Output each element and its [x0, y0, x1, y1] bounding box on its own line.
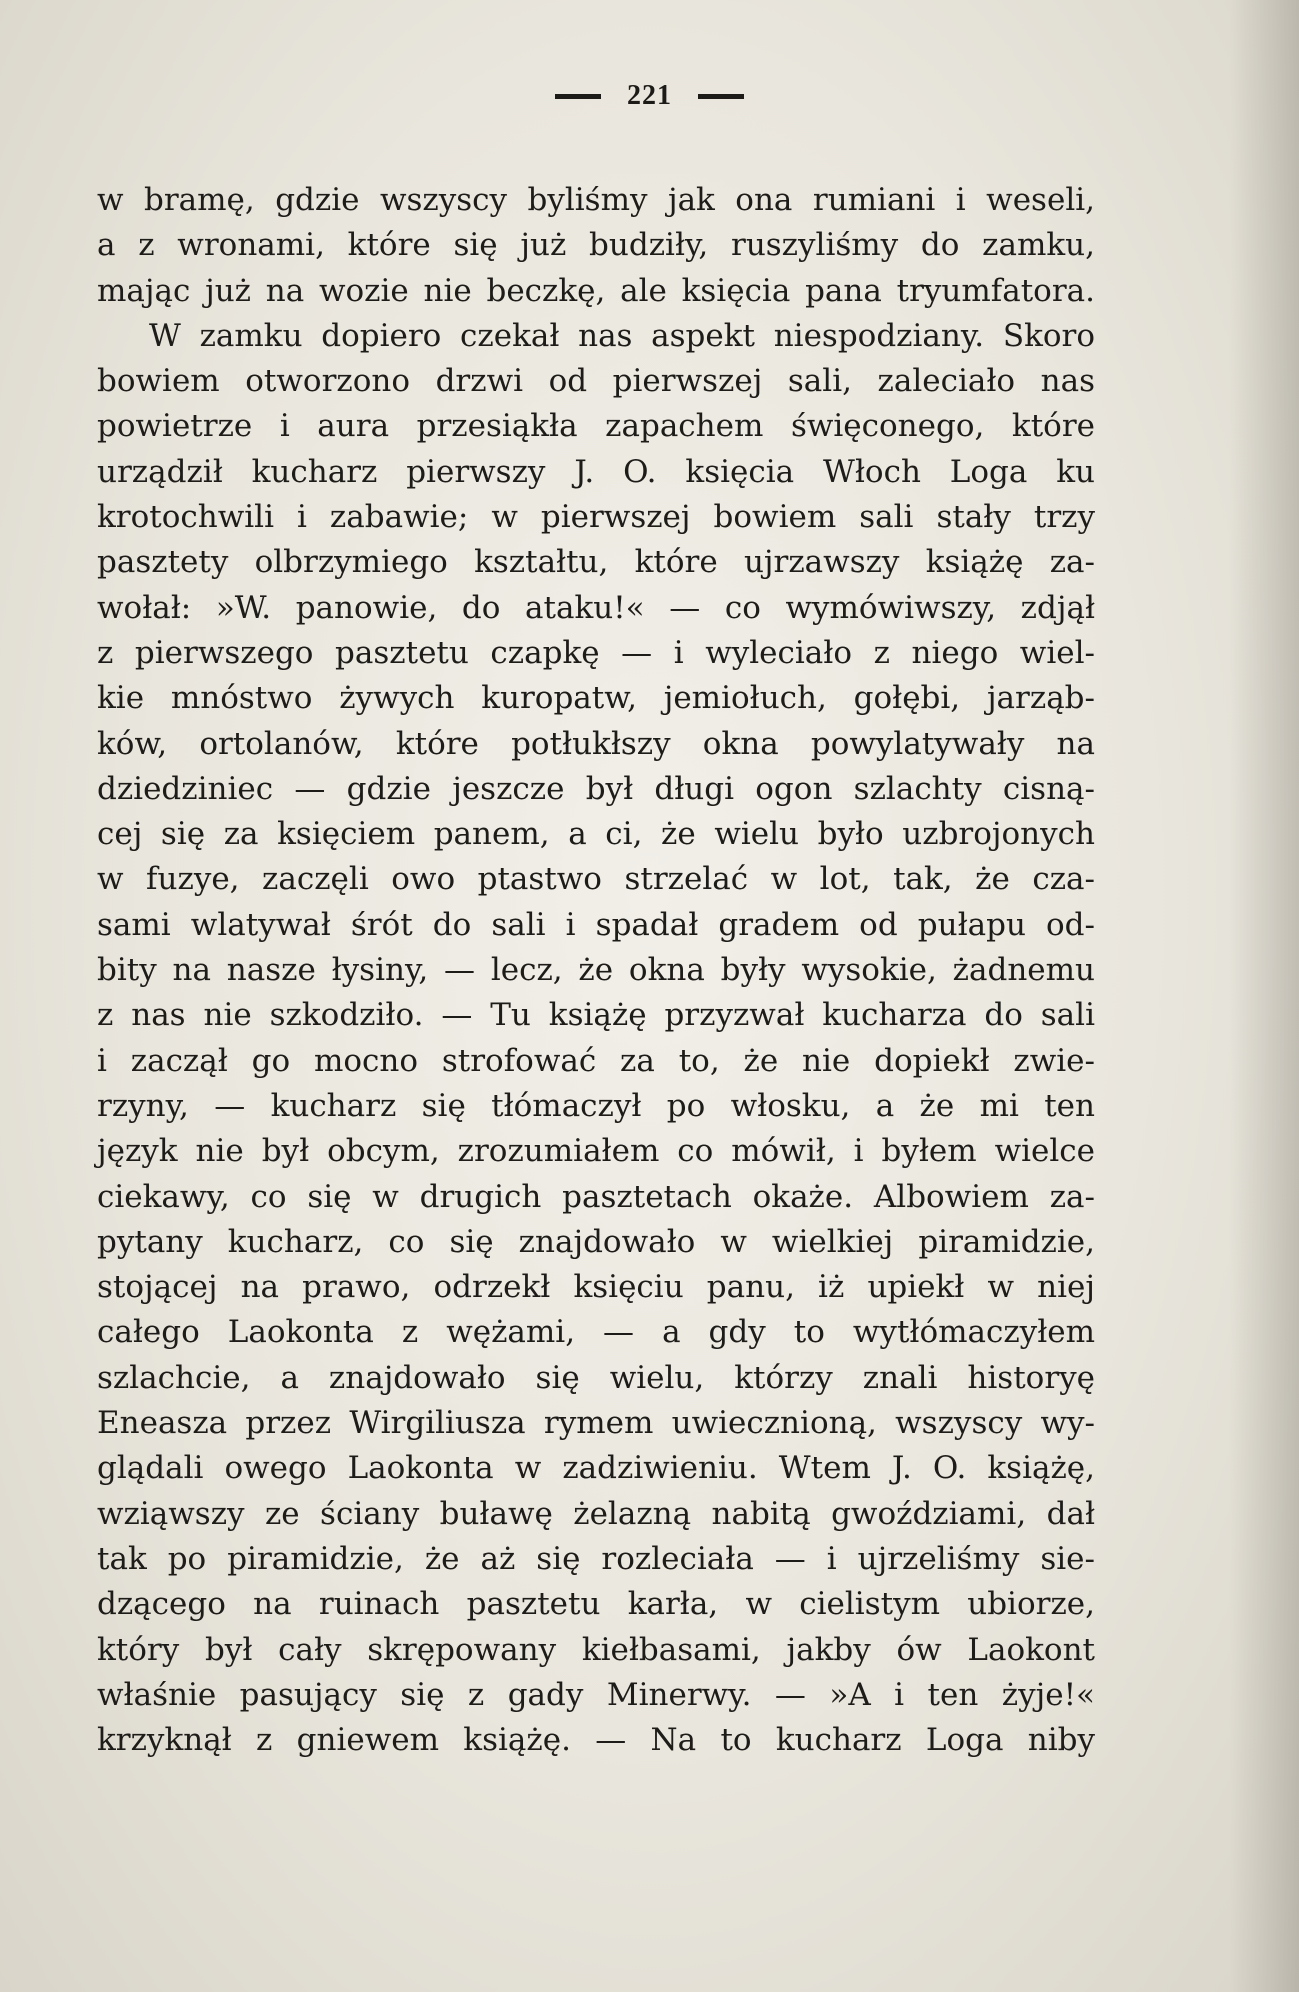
text-line: Eneasza przez Wirgiliusza rymem uwiecznioną, wszyscy wy-	[97, 1405, 1095, 1442]
text-line: urządził kucharz pierwszy J. O. księcia Włoch Loga ku	[97, 453, 1095, 490]
text-line: dzącego na ruinach pasztetu karła, w cielistym ubiorze,	[97, 1586, 1095, 1623]
text-line: a z wronami, które się już budziły, ruszyliśmy do zamku,	[97, 227, 1095, 264]
text-line: ków, ortolanów, które potłukłszy okna powylatywały na	[97, 725, 1095, 762]
text-line: w bramę, gdzie wszyscy byliśmy jak ona rumiani i weseli,	[97, 182, 1095, 218]
text-line: szlachcie, a znajdowało się wielu, którzy znali historyę	[97, 1359, 1095, 1396]
text-line: bowiem otworzono drzwi od pierwszej sali, zaleciało nas	[97, 363, 1095, 400]
text-line: krzyknął z gniewem książę. — Na to kucharz Loga niby	[97, 1722, 1095, 1759]
body-text	[97, 178, 1095, 1763]
header-dash-left	[555, 94, 601, 99]
text-line: cej się za księciem panem, a ci, że wielu było uzbrojonych	[97, 816, 1095, 853]
text-line: język nie był obcym, zrozumiałem co mówił, i byłem wielce	[97, 1133, 1095, 1170]
text-line: z nas nie szkodziło. — Tu książę przyzwał kucharza do sali	[97, 997, 1095, 1034]
text-line: z pierwszego pasztetu czapkę — i wyleciało z niego wiel-	[97, 634, 1095, 671]
page-number: 221	[627, 80, 672, 111]
text-line: glądali owego Laokonta w zadziwieniu. Wtem J. O. książę,	[97, 1450, 1095, 1487]
text-line: bity na nasze łysiny, — lecz, że okna były wysokie, żadnemu	[97, 952, 1095, 989]
text-line: całego Laokonta z wężami, — a gdy to wytłómaczyłem	[97, 1314, 1095, 1351]
text-line: tak po piramidzie, że aż się rozleciała — i ujrzeliśmy sie-	[97, 1540, 1095, 1577]
text-line: w fuzye, zaczęli owo ptastwo strzelać w lot, tak, że cza-	[97, 861, 1095, 898]
text-line: W zamku dopiero czekał nas aspekt niespodziany. Skoro	[149, 317, 1095, 354]
text-line: mając już na wozie nie beczkę, ale księcia pana tryumfatora.	[97, 272, 1095, 309]
text-line: dziedziniec — gdzie jeszcze był długi ogon szlachty cisną-	[97, 770, 1095, 807]
text-line: pasztety olbrzymiego kształtu, które ujrzawszy książę za-	[97, 544, 1095, 581]
text-line: rzyny, — kucharz się tłómaczył po włosku, a że mi ten	[97, 1087, 1095, 1124]
text-line: wziąwszy ze ściany buławę żelazną nabitą gwoździami, dał	[97, 1495, 1095, 1532]
text-line: stojącej na prawo, odrzekł księciu panu, iż upiekł w niej	[97, 1269, 1095, 1306]
text-line: który był cały skrępowany kiełbasami, jakby ów Laokont	[97, 1631, 1095, 1668]
text-line: pytany kucharz, co się znajdowało w wielkiej piramidzie,	[97, 1223, 1095, 1260]
text-line: właśnie pasujący się z gady Minerwy. — »A i ten żyje!«	[97, 1676, 1095, 1713]
text-line: kie mnóstwo żywych kuropatw, jemiołuch, gołębi, jarząb-	[97, 680, 1095, 717]
text-line: powietrze i aura przesiąkła zapachem święconego, które	[97, 408, 1095, 445]
header-dash-right	[698, 94, 744, 99]
text-line: sami wlatywał śrót do sali i spadał gradem od pułapu od-	[97, 906, 1095, 943]
page-header	[0, 80, 1299, 112]
text-line: krotochwili i zabawie; w pierwszej bowiem sali stały trzy	[97, 499, 1095, 536]
text-line: wołał: »W. panowie, do ataku!« — co wymówiwszy, zdjął	[97, 589, 1095, 626]
page-edge-shadow	[1229, 0, 1299, 1992]
text-line: ciekawy, co się w drugich pasztetach okaże. Albowiem za-	[97, 1178, 1095, 1215]
text-line: i zaczął go mocno strofować za to, że nie dopiekł zwie-	[97, 1042, 1095, 1079]
